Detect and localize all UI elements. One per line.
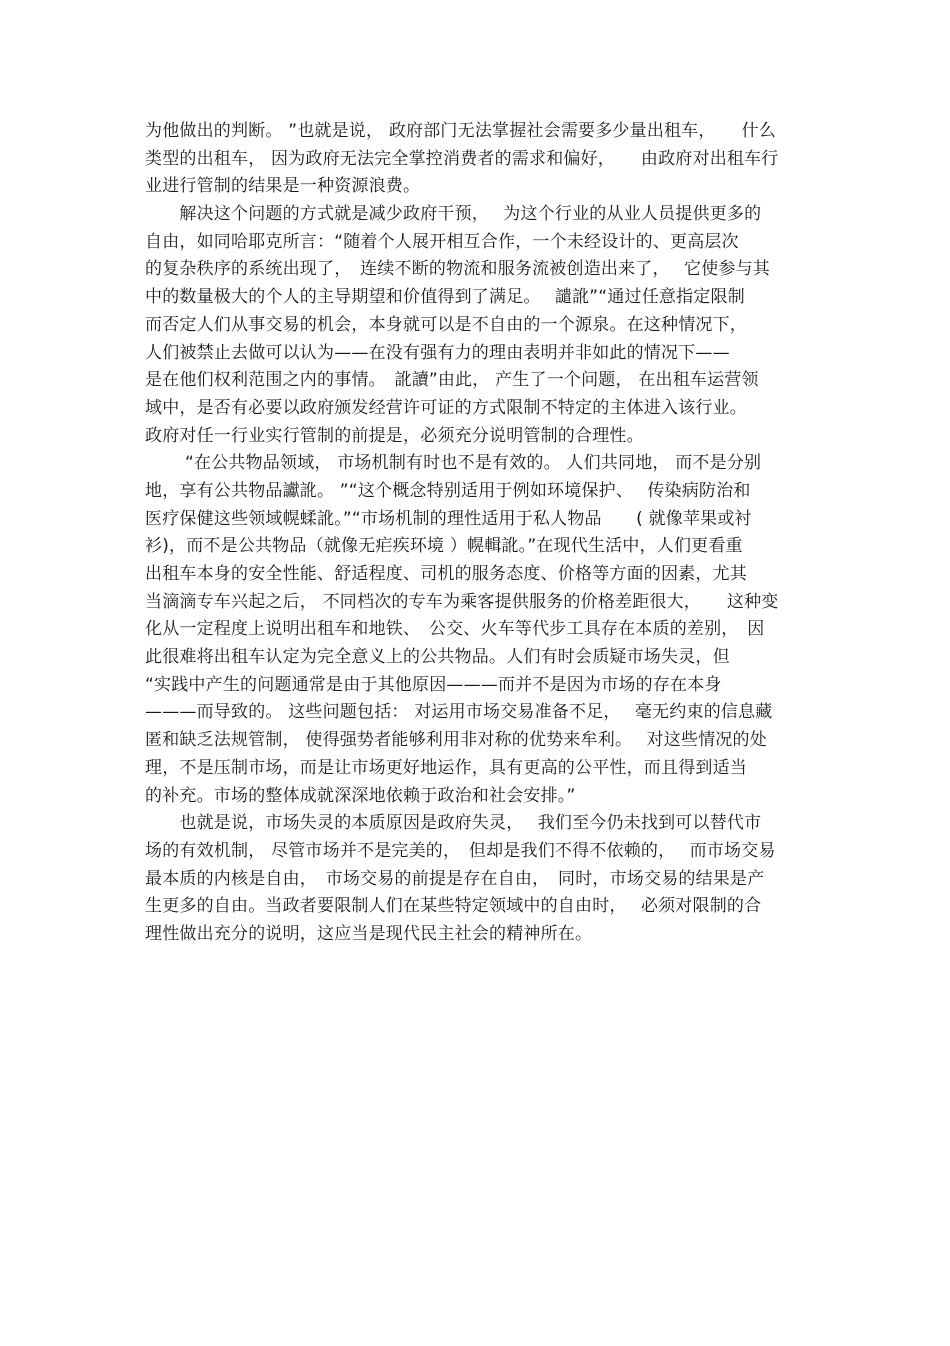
text-line: 中的数量极大的个人的主导期望和价值得到了满足。 譴訛”“通过任意指定限制 (145, 287, 745, 308)
text-line: 而否定人们从事交易的机会，本身就可以是不自由的一个源泉。在这种情况下， (145, 314, 747, 335)
text-line: 的补充。市场的整体成就深深地依赖于政治和社会安排。” (145, 785, 576, 806)
text-line: 的复杂秩序的系统出现了， 连续不断的物流和服务流被创造出来了， 它使参与其 (145, 259, 771, 280)
text-line: 化从一定程度上说明出租车和地铁、 公交、火车等代步工具存在本质的差别， 因 (145, 619, 765, 640)
text-line: 人们被禁止去做可以认为——在没有强有力的理由表明并非如此的情况下—— (145, 342, 730, 363)
text-line: 匿和缺乏法规管制， 使得强势者能够利用非对称的优势来牟利。 对这些情况的处 (145, 730, 767, 751)
text-line: 医疗保健这些领域幌蝚訛。”“市场机制的理性适用于私人物品 ( 就像苹果或衬 (145, 508, 752, 529)
text-line: 出租车本身的安全性能、舒适程度、司机的服务态度、价格等方面的因素，尤其 (145, 564, 747, 584)
text-line: “在公共物品领域， 市场机制有时也不是有效的。 人们共同地， 而不是分别 (145, 453, 762, 474)
text-line: 此很难将出租车认定为完全意义上的公共物品。人们有时会质疑市场失灵，但 (145, 647, 730, 668)
text-line: 衫)，而不是公共物品（就像无疟疾环境 ）幌輯訛。”在现代生活中，人们更看重 (145, 536, 743, 557)
text-line: ———而导致的。 这些问题包括： 对运用市场交易准备不足， 毫无约束的信息藏 (145, 702, 773, 723)
text-line: 自由，如同哈耶克所言：“随着个人展开相互合作，一个未经设计的、更高层次 (145, 231, 739, 252)
text-line: 场的有效机制， 尽管市场并不是完美的， 但却是我们不得不依赖的， 而市场交易 (145, 840, 776, 861)
text-line: 也就是说，市场失灵的本质原因是政府失灵， 我们至今仍未找到可以替代市 (145, 813, 762, 834)
text-line: 当滴滴专车兴起之后， 不同档次的专车为乘客提供服务的价格差距很大， 这种变 (145, 591, 779, 612)
body-text (145, 118, 815, 949)
text-line: 理性做出充分的说明，这应当是现代民主社会的精神所在。 (145, 923, 593, 944)
text-line: 类型的出租车， 因为政府无法完全掌控消费者的需求和偏好， 由政府对出租车行 (145, 148, 779, 169)
text-line: 生更多的自由。当政者要限制人们在某些特定领域中的自由时， 必须对限制的合 (145, 896, 762, 917)
text-line: “实践中产生的问题通常是由于其他原因———而并不是因为市场的存在本身 (145, 674, 722, 695)
text-line: 地，享有公共物品讞訛。 ”“这个概念特别适用于例如环境保护、 传染病防治和 (145, 480, 751, 501)
text-line: 最本质的内核是自由， 市场交易的前提是存在自由， 同时，市场交易的结果是产 (145, 868, 765, 889)
text-line: 域中，是否有必要以政府颁发经营许可证的方式限制不特定的主体进入该行业。 (145, 397, 747, 418)
text-line: 解决这个问题的方式就是减少政府干预， 为这个行业的从业人员提供更多的 (145, 204, 762, 225)
text-line: 业进行管制的结果是一种资源浪费。 (145, 176, 421, 197)
text-line: 为他做出的判断。 ”也就是说， 政府部门无法掌握社会需要多少量出租车， 什么 (145, 121, 776, 141)
text-line: 政府对任一行业实行管制的前提是，必须充分说明管制的合理性。 (145, 425, 644, 446)
text-line: 是在他们权利范围之内的事情。 訛讀”由此， 产生了一个问题， 在出租车运营领 (145, 370, 759, 391)
text-line: 理，不是压制市场，而是让市场更好地运作，具有更高的公平性，而且得到适当 (145, 757, 747, 778)
